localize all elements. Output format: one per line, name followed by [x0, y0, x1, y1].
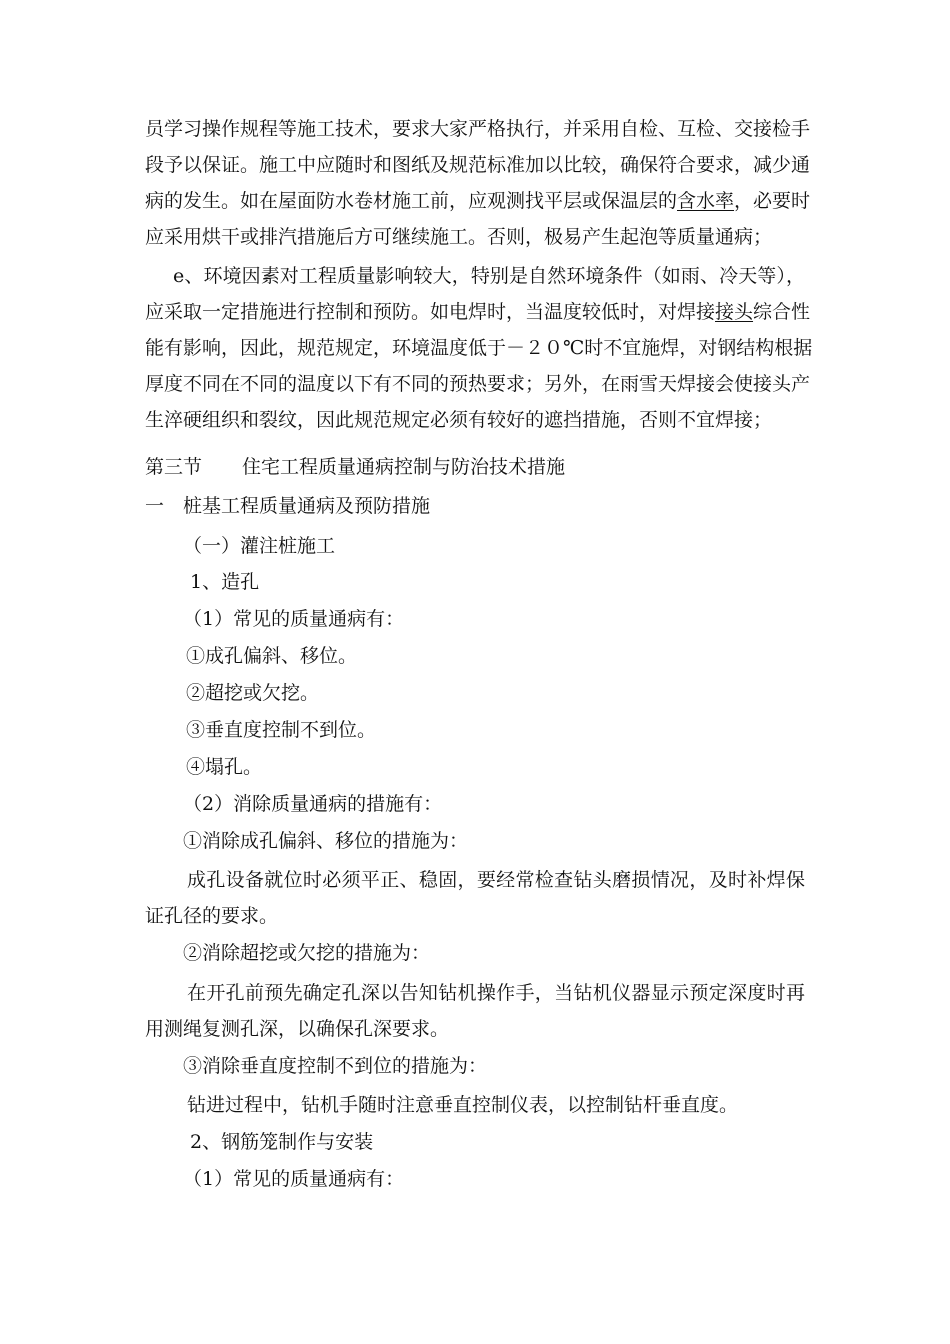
- paragraph-line: [145, 300, 811, 324]
- text-run: 综合性: [753, 301, 811, 323]
- measure-heading: ③消除垂直度控制不到位的措施为：: [183, 1055, 488, 1077]
- underlined-term: 接头: [715, 301, 754, 323]
- measure-heading: ①消除成孔偏斜、移位的措施为：: [183, 830, 469, 852]
- paragraph-line: 证孔径的要求。: [145, 905, 279, 927]
- paragraph-line: 段予以保证。施工中应随时和图纸及规范标准加以比较，确保符合要求，减少通: [145, 154, 811, 176]
- list-heading: （1）常见的质量通病有：: [183, 1168, 405, 1190]
- list-heading: （2）消除质量通病的措施有：: [183, 793, 443, 815]
- text-run: 病的发生。如在屋面防水卷材施工前，应观测找平层或保温层的: [145, 190, 678, 212]
- list-item: ①成孔偏斜、移位。: [186, 645, 358, 667]
- paragraph-line: 员学习操作规程等施工技术，要求大家严格执行，并采用自检、互检、交接检手: [145, 118, 811, 140]
- paragraph-line: 应采用烘干或排汽措施后方可继续施工。否则，极易产生起泡等质量通病；: [145, 226, 773, 248]
- subsection-title: 桩基工程质量通病及预防措施: [183, 495, 431, 517]
- list-item: ③垂直度控制不到位。: [186, 719, 377, 741]
- list-heading: （1）常见的质量通病有：: [183, 608, 405, 630]
- paragraph-line: 成孔设备就位时必须平正、稳固，要经常检查钻头磨损情况，及时补焊保: [187, 869, 805, 891]
- paragraph-line: 用测绳复测孔深，以确保孔深要求。: [145, 1018, 450, 1040]
- list-item: ④塌孔。: [186, 756, 263, 778]
- paragraph-line: 能有影响，因此，规范规定，环境温度低于－２０℃时不宜施焊，对钢结构根据: [145, 337, 813, 359]
- paragraph-line: 生淬硬组织和裂纹，因此规范规定必须有较好的遮挡措施，否则不宜焊接；: [145, 409, 773, 431]
- paragraph-line: e、环境因素对工程质量影响较大，特别是自然环境条件（如雨、冷天等），: [173, 265, 805, 287]
- text-run: ，必要时: [734, 190, 811, 212]
- text-run: 应采取一定措施进行控制和预防。如电焊时，当温度较低时，对焊接: [145, 301, 716, 323]
- subsection-number: 一: [145, 495, 165, 517]
- heading-line: 1、造孔: [190, 571, 260, 593]
- section-title: 住宅工程质量通病控制与防治技术措施: [242, 456, 566, 478]
- section-label: 第三节: [145, 456, 203, 478]
- paragraph-line: [145, 189, 811, 213]
- measure-heading: ②消除超挖或欠挖的措施为：: [183, 942, 431, 964]
- paragraph-line: 钻进过程中，钻机手随时注意垂直控制仪表，以控制钻杆垂直度。: [187, 1094, 739, 1116]
- paragraph-line: 在开孔前预先确定孔深以告知钻机操作手，当钻机仪器显示预定深度时再: [187, 982, 805, 1004]
- heading-line: （一）灌注桩施工: [183, 535, 336, 557]
- heading-line: 2、钢筋笼制作与安装: [190, 1131, 374, 1153]
- underlined-term: 含水率: [677, 190, 735, 212]
- list-item: ②超挖或欠挖。: [186, 682, 320, 704]
- paragraph-line: 厚度不同在不同的温度以下有不同的预热要求；另外，在雨雪天焊接会使接头产: [145, 373, 811, 395]
